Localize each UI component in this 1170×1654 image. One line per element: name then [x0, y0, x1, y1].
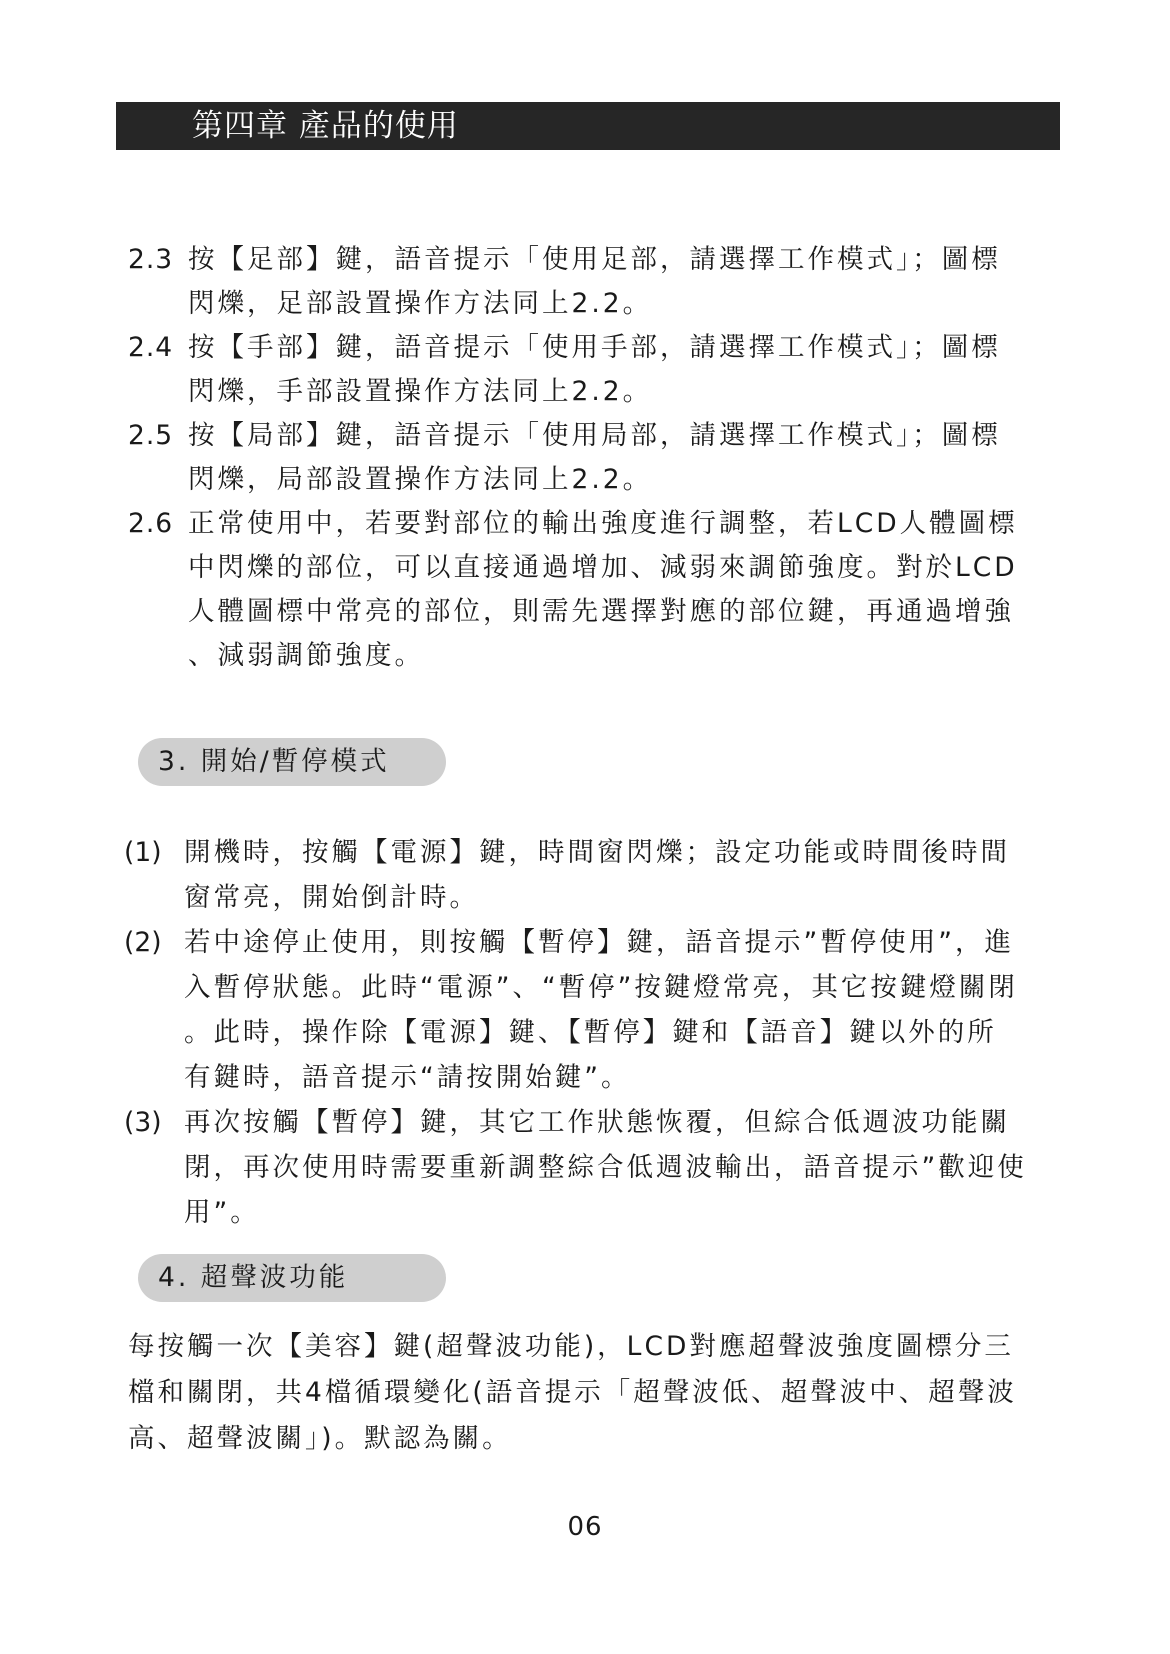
section3-item-2 [124, 920, 1064, 1100]
list-item-2-6 [128, 502, 1048, 678]
item-text-line: 入暫停狀態。此時“電源”、“暫停”按鍵燈常亮，其它按鍵燈關閉 [184, 972, 1018, 1003]
item-number: 2.3 [128, 244, 174, 275]
item-text-line: 按【手部】鍵，語音提示「使用手部，請選擇工作模式」；圖標 [188, 332, 1001, 363]
chapter-title: 第四章 產品的使用 [192, 108, 459, 144]
paragraph-line: 每按觸一次【美容】鍵(超聲波功能)，LCD對應超聲波強度圖標分三 [128, 1331, 1014, 1362]
item-text-line: 開機時，按觸【電源】鍵，時間窗閃爍；設定功能或時間後時間 [184, 837, 1010, 868]
section3-item-1 [124, 830, 1064, 920]
item-text-line: 窗常亮，開始倒計時。 [184, 882, 479, 913]
list-item-2-3 [128, 238, 1048, 326]
chapter-title-bar [116, 102, 1060, 150]
list-item-2-4 [128, 326, 1048, 414]
item-text-line: 閃爍，足部設置操作方法同上2.2。 [188, 288, 653, 319]
section-heading-text: 3. 開始/暫停模式 [158, 746, 390, 777]
item-number: (1) [124, 837, 162, 868]
ultrasonic-paragraph [128, 1324, 1068, 1462]
item-text-line: 。此時，操作除【電源】鍵、【暫停】鍵和【語音】鍵以外的所 [184, 1017, 997, 1048]
item-text-line: 若中途停止使用，則按觸【暫停】鍵，語音提示”暫停使用”，進 [184, 927, 1014, 958]
section3-item-3 [124, 1100, 1064, 1235]
section-heading-text: 4. 超聲波功能 [158, 1262, 349, 1293]
page-number: 06 [567, 1512, 603, 1542]
item-text-line: 正常使用中，若要對部位的輸出強度進行調整，若LCD人體圖標 [188, 508, 1018, 539]
item-text-line: 按【足部】鍵，語音提示「使用足部，請選擇工作模式」；圖標 [188, 244, 1001, 275]
section-heading-ultrasonic [138, 1254, 446, 1302]
paragraph-line: 檔和關閉，共4檔循環變化(語音提示「超聲波低、超聲波中、超聲波 [128, 1377, 1017, 1408]
paragraph-line: 高、超聲波關」)。默認為關。 [128, 1423, 512, 1454]
item-text-line: 用”。 [184, 1197, 260, 1228]
item-number: (2) [124, 927, 162, 958]
item-text-line: 中閃爍的部位，可以直接通過增加、減弱來調節強度。對於LCD [188, 552, 1018, 583]
item-number: 2.4 [128, 332, 174, 363]
item-text-line: 按【局部】鍵，語音提示「使用局部，請選擇工作模式」；圖標 [188, 420, 1001, 451]
list-item-2-5 [128, 414, 1048, 502]
item-number: 2.6 [128, 508, 174, 539]
item-text-line: 閉，再次使用時需要重新調整綜合低週波輸出，語音提示”歡迎使 [184, 1152, 1027, 1183]
item-text-line: 再次按觸【暫停】鍵，其它工作狀態恢覆，但綜合低週波功能關 [184, 1107, 1010, 1138]
section-heading-start-pause [138, 738, 446, 786]
item-text-line: 有鍵時，語音提示“請按開始鍵”。 [184, 1062, 631, 1093]
item-text-line: 、減弱調節強度。 [188, 640, 424, 671]
item-text-line: 人體圖標中常亮的部位，則需先選擇對應的部位鍵，再通過增強 [188, 596, 1014, 627]
item-text-line: 閃爍，局部設置操作方法同上2.2。 [188, 464, 653, 495]
item-number: (3) [124, 1107, 162, 1138]
item-text-line: 閃爍，手部設置操作方法同上2.2。 [188, 376, 653, 407]
item-number: 2.5 [128, 420, 174, 451]
